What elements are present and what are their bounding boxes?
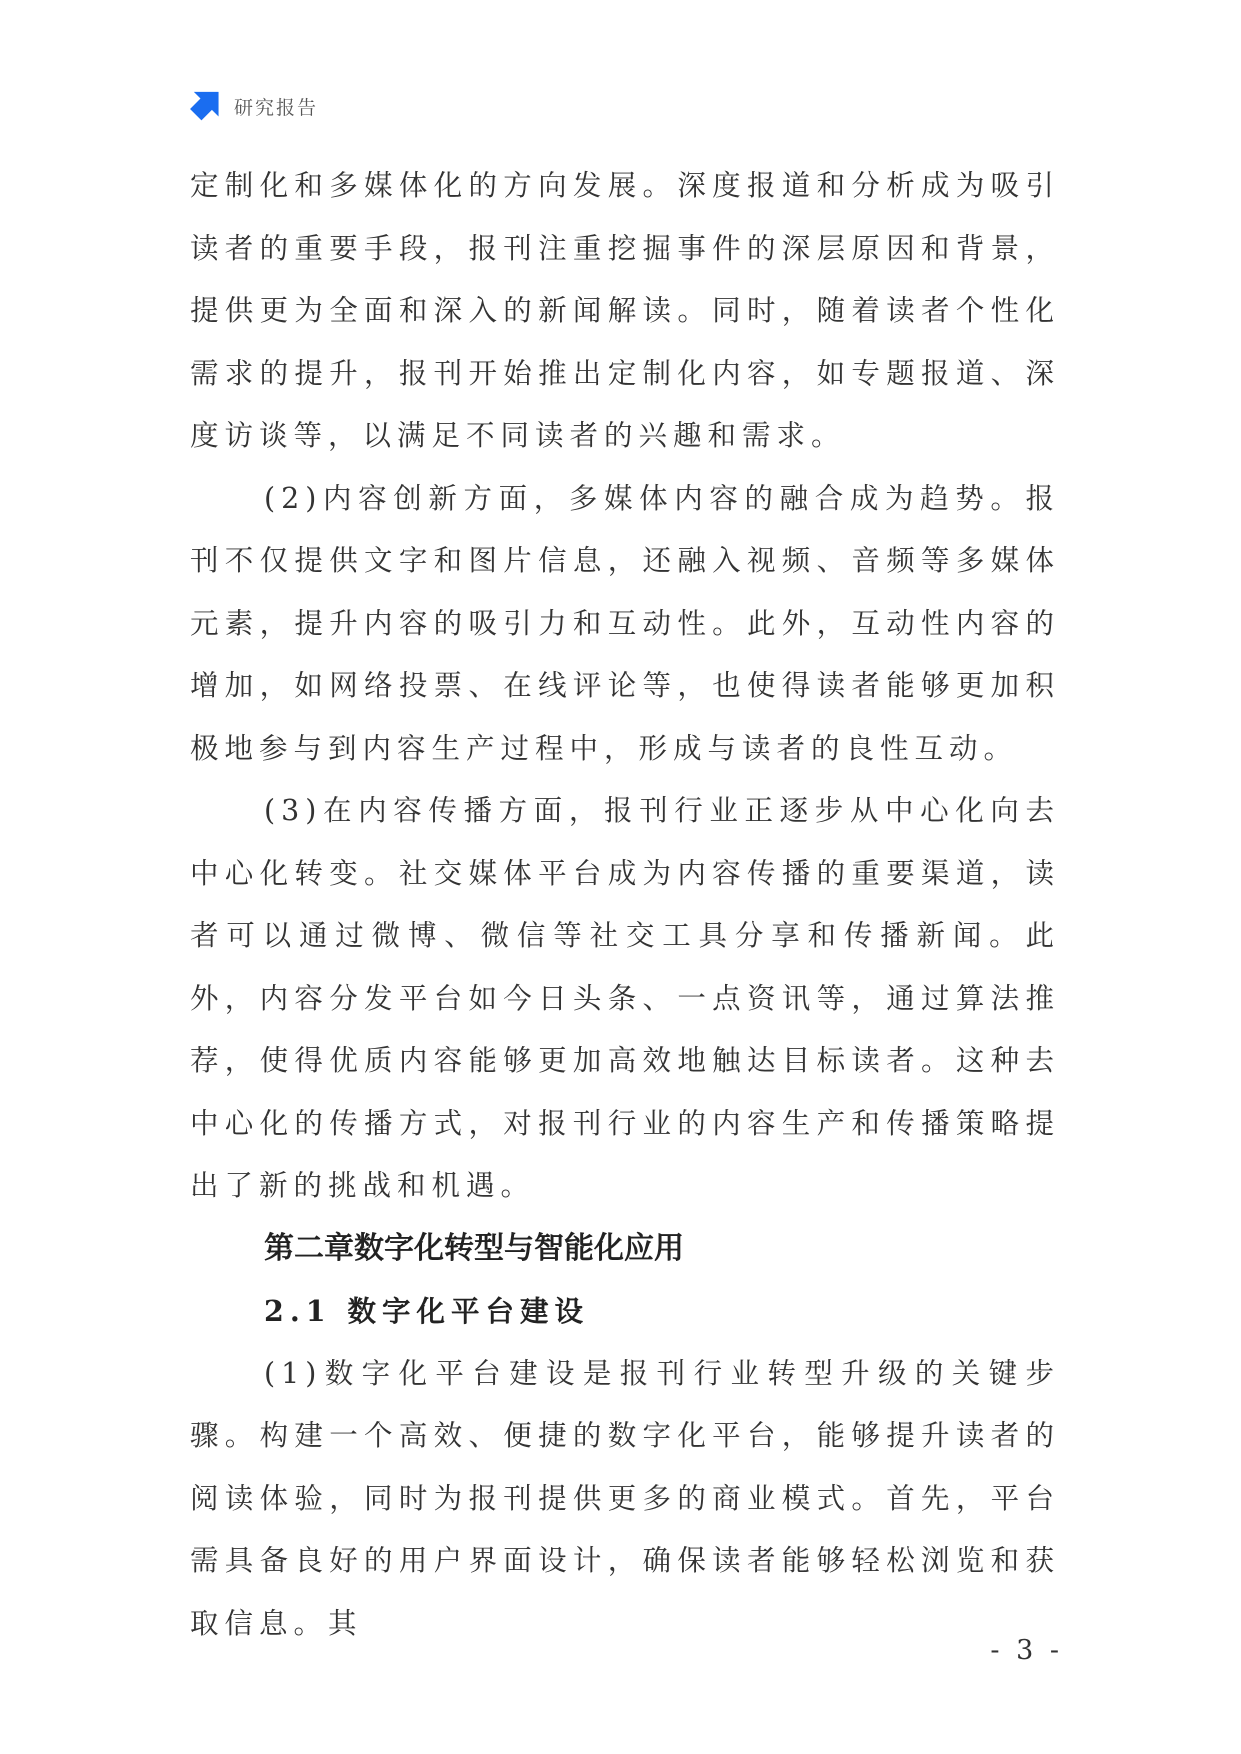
paragraph-content-distribution: (3)在内容传播方面，报刊行业正逐步从中心化向去中心化转变。社交媒体平台成为内容传播的重要渠道，读者可以通过微博、微信等社交工具分享和传播新闻。此外，内容分发平台如今日头条、一点资讯等，通过算法推荐，使得优质内容能够更加高效地触达目标读者。这种去中心化的传播方式，对报刊行业的内容生产和传播策略提出了新的挑战和机遇。 xyxy=(190,794,1060,1202)
header-title: 研究报告 xyxy=(234,96,319,119)
page-number: - 3 - xyxy=(990,1635,1063,1666)
page-header xyxy=(190,90,318,122)
arrow-up-right-icon xyxy=(190,90,222,122)
paragraph-platform-building: (1)数字化平台建设是报刊行业转型升级的关键步骤。构建一个高效、便捷的数字化平台，能够提升读者的阅读体验，同时为报刊提供更多的商业模式。首先，平台需具备良好的用户界面设计，确保读者能够轻松浏览和获取信息。其 xyxy=(190,1356,1060,1640)
section-heading: 2.1 数字化平台建设 xyxy=(264,1294,590,1328)
chapter-heading: 第二章数字化转型与智能化应用 xyxy=(264,1230,684,1266)
paragraph-continued: 定制化和多媒体化的方向发展。深度报道和分析成为吸引读者的重要手段，报刊注重挖掘事件的深层原因和背景，提供更为全面和深入的新闻解读。同时，随着读者个性化需求的提升，报刊开始推出定制化内容，如专题报道、深度访谈等，以满足不同读者的兴趣和需求。 xyxy=(190,169,1060,452)
document-body xyxy=(190,155,1060,1655)
paragraph-content-innovation: (2)内容创新方面，多媒体内容的融合成为趋势。报刊不仅提供文字和图片信息，还融入视频、音频等多媒体元素，提升内容的吸引力和互动性。此外，互动性内容的增加，如网络投票、在线评论等，也使得读者能够更加积极地参与到内容生产过程中，形成与读者的良性互动。 xyxy=(190,481,1060,765)
